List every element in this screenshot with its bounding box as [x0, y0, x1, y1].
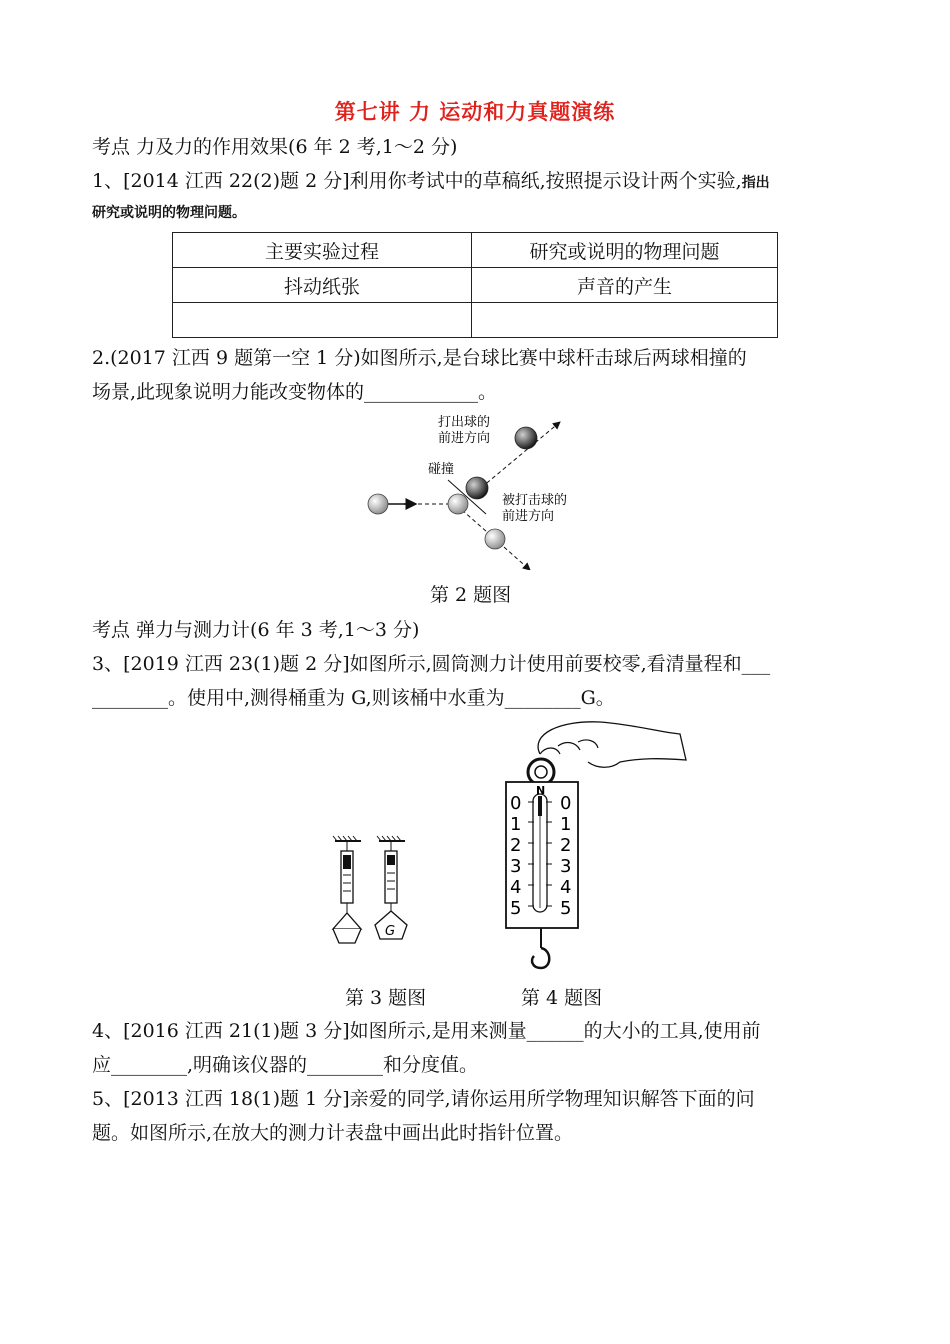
table-header-cell: 研究或说明的物理问题 — [472, 233, 778, 268]
figure-3-spring-scales — [325, 835, 425, 975]
table-header-cell: 主要实验过程 — [173, 233, 472, 268]
label-struck-direction: 被打击球的 — [502, 493, 568, 508]
scale-number-right: 2 — [560, 835, 572, 856]
scale-left — [333, 836, 361, 943]
scale-number-left: 1 — [510, 814, 522, 835]
scale-number-left: 0 — [510, 793, 522, 814]
scale-number-right: 3 — [560, 856, 572, 877]
weight-label: G — [385, 924, 396, 939]
question-3-line-1: 3、[2019 江西 23(1)题 2 分]如图所示,圆筒测力计使用前要校零,看清量程和___ — [92, 653, 771, 675]
label-struck-direction: 前进方向 — [502, 509, 555, 524]
scale-number-right: 1 — [560, 814, 572, 835]
question-2-line-2: 场景,此现象说明力能改变物体的____________。 — [92, 381, 498, 403]
unit-letter: N — [536, 784, 546, 797]
page-title: 第七讲 力 运动和力真题演练 — [334, 100, 616, 124]
section-heading-force: 考点 力及力的作用效果(6 年 2 考,1～2 分) — [92, 136, 458, 158]
question-1-line-1 — [92, 166, 770, 193]
table-cell: 声音的产生 — [472, 268, 778, 303]
label-collision: 碰撞 — [428, 462, 455, 477]
top-ring — [528, 759, 554, 785]
question-1-line-2: 研究或说明的物理问题。 — [92, 205, 246, 221]
scale-number-left: 3 — [510, 856, 522, 877]
figure-4-spring-scale — [500, 712, 690, 982]
scale-number-right: 4 — [560, 877, 572, 898]
struck-ball — [466, 477, 488, 499]
table-cell — [472, 303, 778, 338]
table-cell: 抖动纸张 — [173, 268, 472, 303]
table-cell — [173, 303, 472, 338]
question-4-line-2: 应________,明确该仪器的________和分度值。 — [92, 1054, 479, 1076]
hook-icon — [532, 948, 549, 968]
figure-3-caption: 第 3 题图 — [345, 987, 427, 1009]
scale-number-left: 5 — [510, 898, 522, 919]
figure-2-caption: 第 2 题图 — [430, 584, 512, 606]
scale-right — [375, 836, 407, 939]
scale-number-left: 2 — [510, 835, 522, 856]
question-1-text-small: 指出 — [741, 175, 770, 191]
label-shot-direction: 打出球的 — [438, 415, 491, 430]
figure-4-caption: 第 4 题图 — [521, 987, 603, 1009]
figure-2-billiards — [360, 410, 600, 570]
cue-ball-start — [368, 494, 388, 514]
shot-ball-moved — [515, 427, 537, 449]
question-5-line-1: 5、[2013 江西 18(1)题 1 分]亲爱的同学,请你运用所学物理知识解答下面的问 — [92, 1088, 755, 1110]
question-2-line-1: 2.(2017 江西 9 题第一空 1 分)如图所示,是台球比赛中球杆击球后两球相撞的 — [92, 347, 747, 369]
section-heading-elastic: 考点 弹力与测力计(6 年 3 考,1～3 分) — [92, 619, 420, 641]
scale-number-left: 4 — [510, 877, 522, 898]
scale-number-right: 5 — [560, 898, 572, 919]
table-row — [173, 268, 778, 303]
cue-ball-collision — [448, 494, 468, 514]
question-1-text: 1、[2014 江西 22(2)题 2 分]利用你考试中的草稿纸,按照提示设计两个实验, — [92, 170, 742, 192]
table-row — [173, 303, 778, 338]
table-header-row — [173, 233, 778, 268]
question-3-line-2: ________。使用中,测得桶重为 G,则该桶中水重为________G。 — [92, 687, 615, 709]
question-4-line-1: 4、[2016 江西 21(1)题 3 分]如图所示,是用来测量______的大小的工具,使用前 — [92, 1020, 761, 1042]
cue-ball-moved — [485, 529, 505, 549]
question-5-line-2: 题。如图所示,在放大的测力计表盘中画出此时指针位置。 — [92, 1122, 574, 1144]
experiment-table — [172, 232, 778, 338]
scale-number-right: 0 — [560, 793, 572, 814]
label-shot-direction: 前进方向 — [438, 431, 491, 446]
